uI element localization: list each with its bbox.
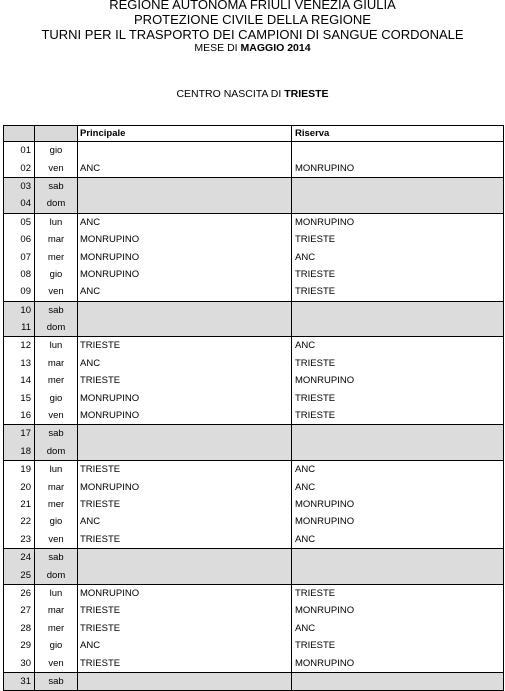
principale-cell [78, 177, 292, 195]
center-name: TRIESTE [284, 88, 329, 100]
table-row [4, 672, 504, 690]
principale-cell: TRIESTE [78, 337, 292, 355]
table-row [4, 372, 504, 389]
day-number-cell: 24 [4, 548, 35, 566]
riserva-cell [292, 142, 504, 160]
day-number-cell: 31 [4, 672, 35, 690]
day-number-cell: 19 [4, 461, 35, 479]
riserva-cell [292, 319, 504, 337]
table-row [4, 654, 504, 672]
riserva-cell [292, 548, 504, 566]
weekday-cell: mar [35, 355, 78, 372]
table-row [4, 602, 504, 619]
day-number-cell: 27 [4, 602, 35, 619]
riserva-cell: MONRUPINO [292, 213, 504, 231]
day-number-cell: 01 [4, 142, 35, 160]
table-row [4, 461, 504, 479]
riserva-cell: MONRUPINO [292, 159, 504, 177]
table-row [4, 478, 504, 495]
principale-cell [78, 142, 292, 160]
weekday-cell: dom [35, 566, 78, 584]
day-number-cell: 08 [4, 266, 35, 283]
month-value: MAGGIO 2014 [240, 42, 311, 54]
document-title: TURNI PER IL TRASPORTO DEI CAMPIONI DI SANGUE CORDONALE [41, 27, 464, 42]
principale-cell: TRIESTE [78, 620, 292, 637]
principale-cell: TRIESTE [78, 602, 292, 619]
principale-cell [78, 301, 292, 319]
riserva-cell: TRIESTE [292, 231, 504, 248]
day-number-cell: 30 [4, 654, 35, 672]
agency-title: PROTEZIONE CIVILE DELLA REGIONE [134, 12, 371, 27]
table-row [4, 355, 504, 372]
riserva-cell: MONRUPINO [292, 602, 504, 619]
table-row [4, 407, 504, 425]
day-number-cell: 14 [4, 372, 35, 389]
table-row [4, 266, 504, 283]
riserva-cell [292, 443, 504, 461]
weekday-cell: lun [35, 584, 78, 602]
riserva-cell: ANC [292, 461, 504, 479]
principale-cell: MONRUPINO [78, 231, 292, 248]
riserva-cell: MONRUPINO [292, 372, 504, 389]
table-row [4, 319, 504, 337]
principale-cell [78, 672, 292, 690]
riserva-cell: MONRUPINO [292, 496, 504, 513]
weekday-cell: gio [35, 142, 78, 160]
table-row [4, 566, 504, 584]
table-row [4, 496, 504, 513]
month-line [0, 42, 505, 55]
day-number-cell: 10 [4, 301, 35, 319]
day-number-cell: 11 [4, 319, 35, 337]
table-row [4, 337, 504, 355]
principale-cell: MONRUPINO [78, 266, 292, 283]
riserva-cell: TRIESTE [292, 407, 504, 425]
header-cell-day [35, 126, 78, 142]
principale-cell: TRIESTE [78, 531, 292, 549]
principale-cell: ANC [78, 513, 292, 530]
day-number-cell: 26 [4, 584, 35, 602]
header-cell-riserva: Riserva [292, 126, 504, 142]
day-number-cell: 29 [4, 637, 35, 654]
day-number-cell: 07 [4, 248, 35, 265]
riserva-cell: ANC [292, 248, 504, 265]
weekday-cell: ven [35, 531, 78, 549]
region-title: REGIONE AUTONOMA FRIULI VENEZIA GIULIA [109, 0, 396, 12]
table-row [4, 584, 504, 602]
table-row [4, 389, 504, 406]
table-row [4, 513, 504, 530]
table-row [4, 443, 504, 461]
table-row [4, 213, 504, 231]
principale-cell: TRIESTE [78, 654, 292, 672]
riserva-cell [292, 301, 504, 319]
table-row [4, 142, 504, 160]
principale-cell: MONRUPINO [78, 389, 292, 406]
principale-cell: ANC [78, 637, 292, 654]
day-number-cell: 04 [4, 195, 35, 213]
weekday-cell: gio [35, 637, 78, 654]
weekday-cell: sab [35, 301, 78, 319]
weekday-cell: mar [35, 231, 78, 248]
table-row [4, 637, 504, 654]
table-row [4, 283, 504, 301]
table-row [4, 159, 504, 177]
principale-cell: ANC [78, 355, 292, 372]
day-number-cell: 22 [4, 513, 35, 530]
weekday-cell: gio [35, 266, 78, 283]
weekday-cell: lun [35, 461, 78, 479]
weekday-cell: sab [35, 672, 78, 690]
weekday-cell: dom [35, 443, 78, 461]
weekday-cell: dom [35, 319, 78, 337]
day-number-cell: 02 [4, 159, 35, 177]
schedule-table [3, 125, 504, 691]
day-number-cell: 18 [4, 443, 35, 461]
table-row [4, 177, 504, 195]
day-number-cell: 03 [4, 177, 35, 195]
weekday-cell: gio [35, 513, 78, 530]
weekday-cell: lun [35, 213, 78, 231]
center-prefix: CENTRO NASCITA DI [176, 88, 282, 100]
weekday-cell: gio [35, 389, 78, 406]
day-number-cell: 15 [4, 389, 35, 406]
day-number-cell: 12 [4, 337, 35, 355]
day-number-cell: 23 [4, 531, 35, 549]
weekday-cell: mar [35, 478, 78, 495]
table-row [4, 195, 504, 213]
riserva-cell: TRIESTE [292, 389, 504, 406]
weekday-cell: dom [35, 195, 78, 213]
principale-cell: ANC [78, 283, 292, 301]
day-number-cell: 20 [4, 478, 35, 495]
table-header-row [4, 126, 504, 142]
principale-cell [78, 443, 292, 461]
principale-cell: TRIESTE [78, 372, 292, 389]
day-number-cell: 28 [4, 620, 35, 637]
weekday-cell: sab [35, 177, 78, 195]
weekday-cell: mar [35, 602, 78, 619]
table-row [4, 548, 504, 566]
weekday-cell: ven [35, 283, 78, 301]
weekday-cell: sab [35, 548, 78, 566]
day-number-cell: 13 [4, 355, 35, 372]
principale-cell [78, 425, 292, 443]
principale-cell [78, 319, 292, 337]
weekday-cell: ven [35, 654, 78, 672]
principale-cell: MONRUPINO [78, 584, 292, 602]
day-number-cell: 09 [4, 283, 35, 301]
month-prefix: MESE DI [194, 42, 238, 54]
riserva-cell: TRIESTE [292, 355, 504, 372]
day-number-cell: 16 [4, 407, 35, 425]
riserva-cell: ANC [292, 531, 504, 549]
weekday-cell: sab [35, 425, 78, 443]
weekday-cell: lun [35, 337, 78, 355]
day-number-cell: 06 [4, 231, 35, 248]
principale-cell: TRIESTE [78, 496, 292, 513]
riserva-cell: TRIESTE [292, 637, 504, 654]
principale-cell: MONRUPINO [78, 248, 292, 265]
table-row [4, 301, 504, 319]
principale-cell: MONRUPINO [78, 478, 292, 495]
day-number-cell: 17 [4, 425, 35, 443]
riserva-cell [292, 566, 504, 584]
riserva-cell: MONRUPINO [292, 654, 504, 672]
principale-cell: ANC [78, 159, 292, 177]
day-number-cell: 25 [4, 566, 35, 584]
weekday-cell: mer [35, 248, 78, 265]
principale-cell [78, 195, 292, 213]
principale-cell: TRIESTE [78, 461, 292, 479]
principale-cell: MONRUPINO [78, 407, 292, 425]
principale-cell [78, 566, 292, 584]
weekday-cell: ven [35, 159, 78, 177]
weekday-cell: ven [35, 407, 78, 425]
riserva-cell: TRIESTE [292, 266, 504, 283]
table-row [4, 425, 504, 443]
riserva-cell: TRIESTE [292, 283, 504, 301]
principale-cell [78, 548, 292, 566]
riserva-cell: TRIESTE [292, 584, 504, 602]
header-cell-principale: Principale [78, 126, 292, 142]
table-row [4, 620, 504, 637]
riserva-cell [292, 672, 504, 690]
day-number-cell: 21 [4, 496, 35, 513]
schedule-body [4, 126, 504, 691]
riserva-cell [292, 425, 504, 443]
table-row [4, 531, 504, 549]
riserva-cell: ANC [292, 337, 504, 355]
day-number-cell: 05 [4, 213, 35, 231]
header-cell-number [4, 126, 35, 142]
riserva-cell [292, 195, 504, 213]
riserva-cell: MONRUPINO [292, 513, 504, 530]
table-row [4, 231, 504, 248]
weekday-cell: mer [35, 496, 78, 513]
weekday-cell: mer [35, 372, 78, 389]
weekday-cell: mer [35, 620, 78, 637]
riserva-cell: ANC [292, 620, 504, 637]
center-line [0, 88, 505, 101]
principale-cell: ANC [78, 213, 292, 231]
riserva-cell [292, 177, 504, 195]
table-row [4, 248, 504, 265]
riserva-cell: ANC [292, 478, 504, 495]
